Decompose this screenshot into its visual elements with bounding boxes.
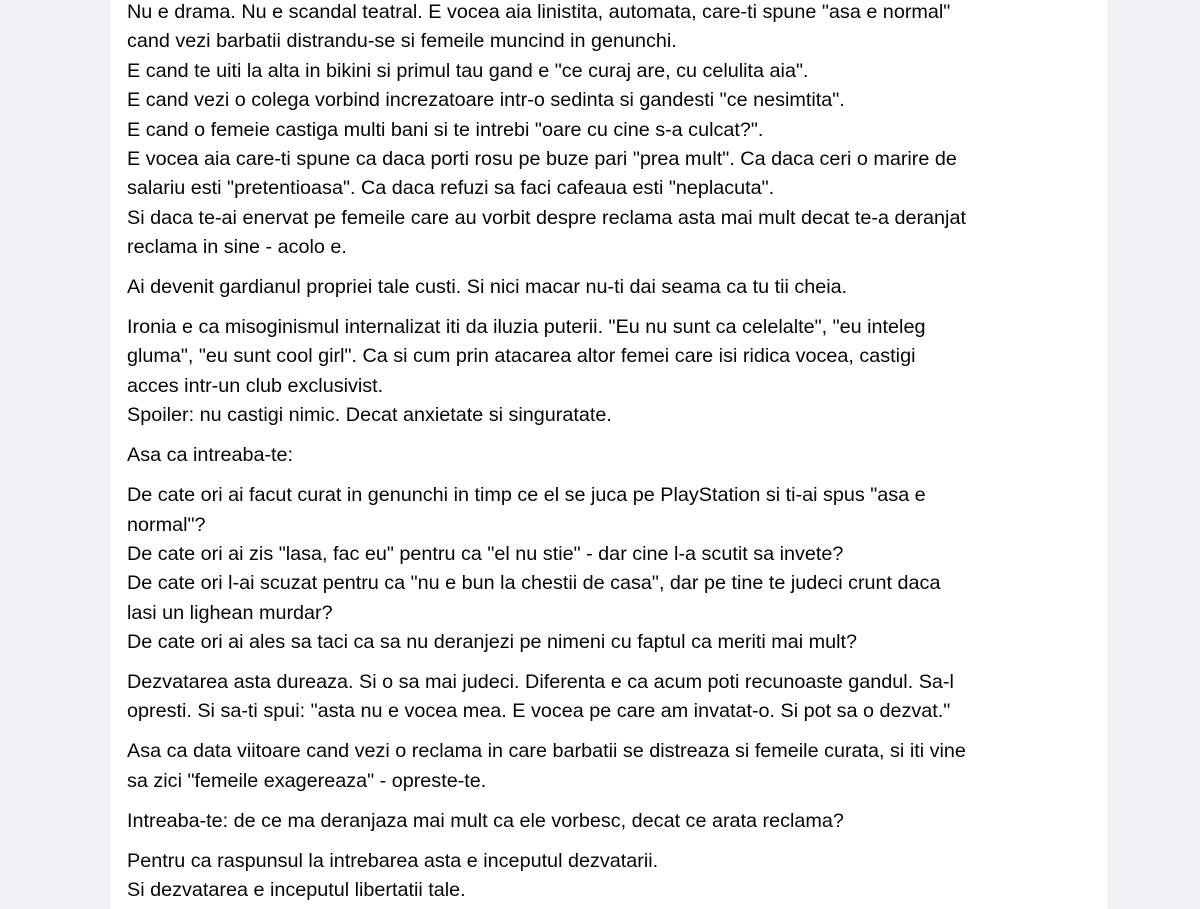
paragraph-3 xyxy=(127,313,1102,431)
text-line: Si daca te-ai enervat pe femeile care au vorbit despre reclama asta mai mult decat te-a deranjat xyxy=(127,206,966,229)
text-line: E cand vezi o colega vorbind increzatoare intr-o sedinta si gandesti "ce nesimtita". xyxy=(127,89,845,112)
text-line: Asa ca intreaba-te: xyxy=(127,444,294,467)
text-line: Si dezvatarea e inceputul libertatii tale. xyxy=(127,878,466,901)
text-line: De cate ori ai zis "lasa, fac eu" pentru ca "el nu stie" - dar cine l-a scutit sa invete? xyxy=(127,542,844,565)
text-line: De cate ori ai facut curat in genunchi in timp ce el se juca pe PlayStation si ti-ai spus "asa e xyxy=(127,484,926,507)
paragraph-7 xyxy=(127,737,1102,796)
paragraph-8 xyxy=(127,807,1102,836)
text-line: reclama in sine - acolo e. xyxy=(127,236,347,259)
paragraph-5 xyxy=(127,481,1102,657)
text-line: De cate ori ai ales sa taci ca sa nu deranjezi pe nimeni cu faptul ca meriti mai mult? xyxy=(127,631,858,654)
text-line: E cand o femeie castiga multi bani si te intrebi "oare cu cine s-a culcat?". xyxy=(127,118,764,141)
text-line: acces intr-un club exclusivist. xyxy=(127,374,384,397)
text-line: cand vezi barbatii distrandu-se si femeile muncind in genunchi. xyxy=(127,30,677,53)
post-card xyxy=(110,0,1108,909)
post-text xyxy=(127,0,1102,909)
text-line: E cand te uiti la alta in bikini si primul tau gand e "ce curaj are, cu celulita aia". xyxy=(127,59,809,82)
text-line: De cate ori l-ai scuzat pentru ca "nu e bun la chestii de casa", dar pe tine te judeci crunt daca xyxy=(127,572,941,595)
text-line: opresti. Si sa-ti spui: "asta nu e vocea mea. E vocea pe care am invatat-o. Si pot sa o dezvat." xyxy=(127,700,951,723)
text-line: Dezvatarea asta dureaza. Si o sa mai judeci. Diferenta e ca acum poti recunoaste gandul. Sa-l xyxy=(127,671,954,694)
text-line: Spoiler: nu castigi nimic. Decat anxietate si singuratate. xyxy=(127,404,612,427)
text-line: Asa ca data viitoare cand vezi o reclama in care barbatii se distreaza si femeile curata, si iti vine xyxy=(127,740,966,763)
text-line: Intreaba-te: de ce ma deranjaza mai mult ca ele vorbesc, decat ce arata reclama? xyxy=(127,809,844,832)
text-line: Ai devenit gardianul propriei tale custi. Si nici macar nu-ti dai seama ca tu tii cheia. xyxy=(127,276,848,299)
text-line: normal"? xyxy=(127,513,206,536)
text-line: gluma", "eu sunt cool girl". Ca si cum prin atacarea altor femei care isi ridica vocea, castigi xyxy=(127,345,916,368)
paragraph-1 xyxy=(127,0,1102,263)
text-line: salariu esti "pretentioasa". Ca daca refuzi sa faci cafeaua esti "neplacuta". xyxy=(127,177,775,200)
text-line: Pentru ca raspunsul la intrebarea asta e inceputul dezvatarii. xyxy=(127,849,659,872)
text-line: sa zici "femeile exagereaza" - opreste-te. xyxy=(127,769,487,792)
text-line: Ironia e ca misoginismul internalizat iti da iluzia puterii. "Eu nu sunt ca celelalte", "eu inteleg xyxy=(127,316,926,339)
text-line: lasi un lighean murdar? xyxy=(127,601,333,624)
paragraph-6 xyxy=(127,668,1102,727)
text-line: Nu e drama. Nu e scandal teatral. E vocea aia linistita, automata, care-ti spune "asa e normal" xyxy=(127,1,951,23)
paragraph-4 xyxy=(127,441,1102,470)
text-line: E vocea aia care-ti spune ca daca porti rosu pe buze pari "prea mult". Ca daca ceri o marire de xyxy=(127,148,957,171)
paragraph-9 xyxy=(127,847,1102,906)
paragraph-2 xyxy=(127,273,1102,302)
